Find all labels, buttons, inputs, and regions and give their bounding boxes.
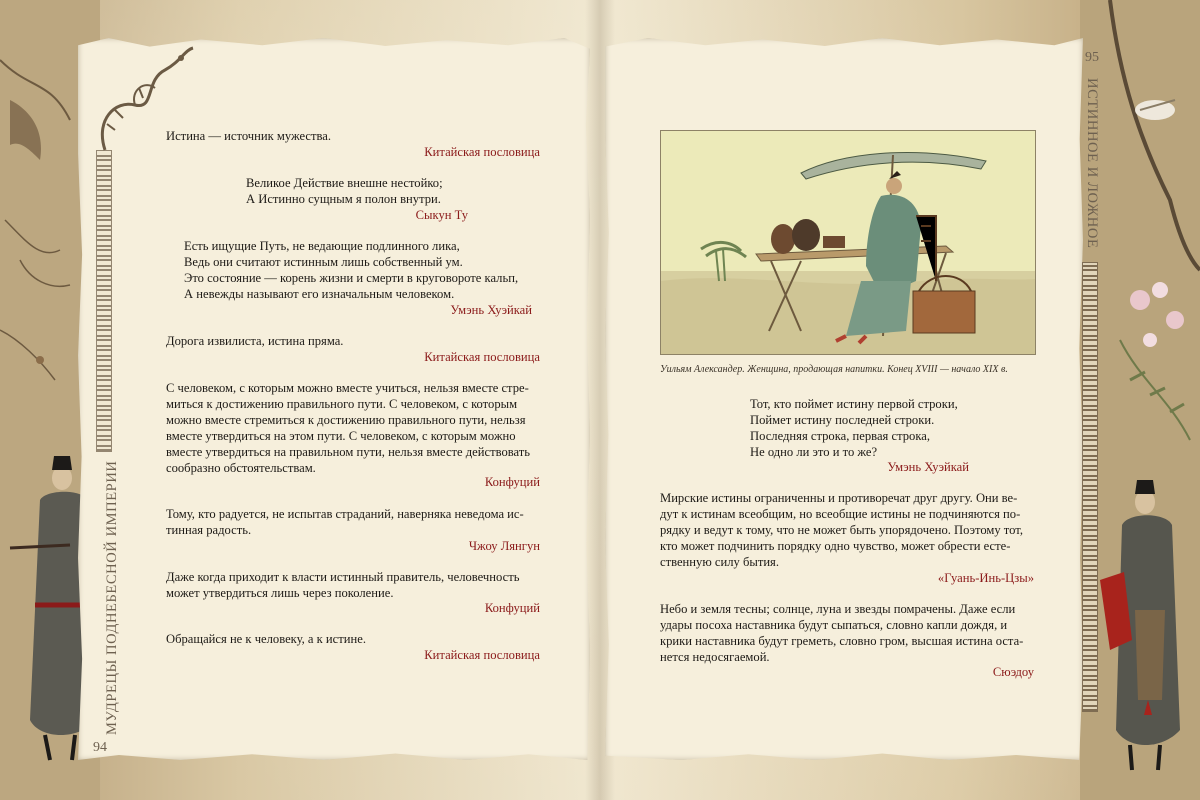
quote-line: вместе утвердиться на правильном пути, нельзя вместе действовать [166, 445, 531, 459]
quote-line: нется недосягаемой. [660, 650, 770, 664]
quote-line: дут к истинам всеобщим, но всеобщие истины не подчиняются по- [660, 507, 1021, 521]
quote-line: кто может подчинить порядку одно чувство, может обрести есте- [660, 539, 1011, 553]
quote-attribution: Чжоу Лянгун [468, 539, 540, 553]
quote-line: А невежды называют его изначальным человеком. [184, 287, 455, 301]
quote-line: миться к достижению правильного пути. С человеком, с которым [166, 397, 518, 411]
quote-attribution: Конфуций [484, 601, 540, 615]
quote-attribution: Сюэдоу [992, 665, 1034, 679]
quote-line: Поймет истину последней строки. [750, 413, 935, 427]
quote-line: Дорога извилиста, истина пряма. [166, 334, 344, 348]
quote-line: Обращайся не к человеку, а к истине. [166, 632, 366, 646]
left-running-head: МУДРЕЦЫ ПОДНЕБЕСНОЙ ИМПЕРИИ [104, 460, 120, 735]
quote-line: Даже когда приходит к власти истинный правитель, человечность [166, 570, 520, 584]
right-border-ornament [1082, 262, 1098, 712]
quote-line: Великое Действие внешне нестойко; [246, 176, 443, 190]
quote-attribution: Китайская пословица [424, 648, 540, 662]
quote-attribution: Китайская пословица [424, 350, 540, 364]
quote-attribution: Конфуций [484, 475, 540, 489]
quote-line: Мирские истины ограниченны и противоречат друг другу. Они ве- [660, 491, 1018, 505]
quote-line: вместе утвердиться на этом пути. С человеком, с которым можно [166, 429, 516, 443]
quote-line: тинная радость. [166, 523, 252, 537]
illustration-caption: Уильям Александер. Женщина, продающая напитки. Конец XVIII — начало XIX в. [660, 364, 1008, 375]
quote-line: Не одно ли это и то же? [750, 445, 878, 459]
quote-line: А Истинно сущным я полон внутри. [246, 192, 441, 206]
quote-line: Тот, кто поймет истину первой строки, [750, 397, 958, 411]
quote-attribution: «Гуань-Инь-Цзы» [937, 571, 1034, 585]
quote-line: Ведь они считают истинным лишь собственный ум. [184, 255, 463, 269]
quote-line: можно вместе стремиться к достижению правильного пути, нельзя [166, 413, 526, 427]
quote-line: Истина — источник мужества. [166, 129, 332, 143]
quote-line: рядку и ведут к тому, что не может быть упорядочено. Поэтому тот, [660, 523, 1023, 537]
quote-line: С человеком, с которым можно вместе учиться, нельзя вместе стре- [166, 381, 529, 395]
quote-line: Последняя строка, первая строка, [750, 429, 930, 443]
quote-attribution: Умэнь Хуэйкай [450, 303, 532, 317]
quote-line: удары посоха наставника будут сыпаться, словно капли дождя, и [660, 618, 1008, 632]
quote-line: может утвердиться лишь через поколение. [166, 586, 394, 600]
quote-line: ственную силу бытия. [660, 555, 780, 569]
illustration-woman-selling-drinks [660, 130, 1036, 355]
quote-line: Небо и земля тесны; солнце, луна и звезды помрачены. Даже если [660, 602, 1016, 616]
left-page-number: 94 [93, 740, 107, 755]
quote-attribution: Китайская пословица [424, 145, 540, 159]
quote-line: сообразно обстоятельствам. [166, 461, 316, 475]
left-border-ornament [96, 150, 112, 452]
right-page-number: 95 [1085, 50, 1099, 65]
quote-line: крики наставника будут греметь, словно гром, высшая истина оста- [660, 634, 1024, 648]
quote-attribution: Сыкун Ту [415, 208, 468, 222]
quote-attribution: Умэнь Хуэйкай [887, 460, 969, 474]
quote-line: Есть ищущие Путь, не ведающие подлинного лика, [184, 239, 460, 253]
quote-line: Тому, кто радуется, не испытав страданий, наверняка неведома ис- [166, 507, 524, 521]
right-running-head: ИСТИННОЕ И ЛОЖНОЕ [1084, 78, 1100, 249]
quote-line: Это состояние — корень жизни и смерти в круговороте кальп, [184, 271, 519, 285]
